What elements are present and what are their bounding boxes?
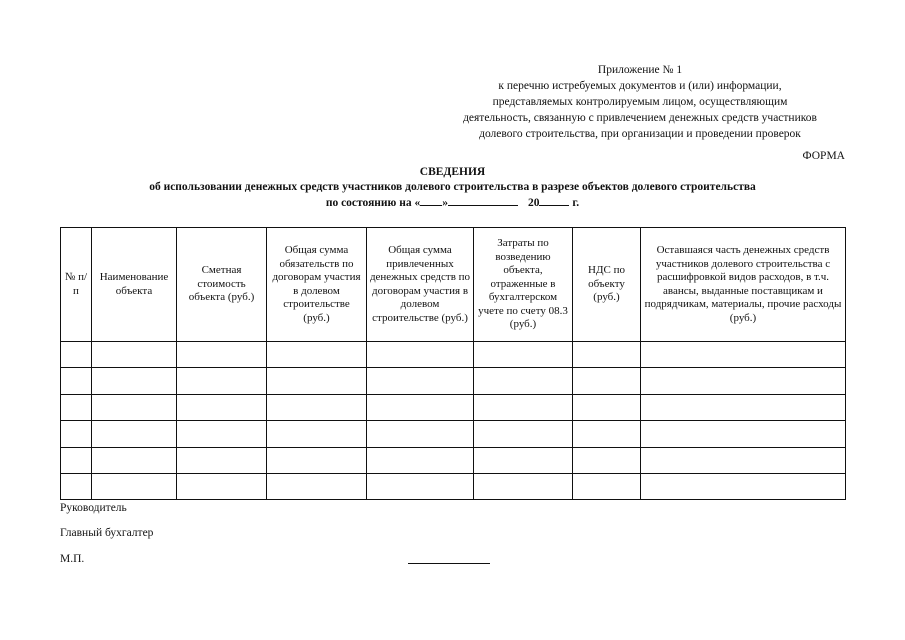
appendix-line: долевого строительства, при организации и проведении проверок [479,128,801,140]
table-cell[interactable] [61,342,92,368]
signature-line[interactable] [408,563,490,564]
table-cell[interactable] [61,368,92,394]
table-cell[interactable] [267,342,367,368]
column-header-object-name: Наименование объекта [92,228,177,342]
table-cell[interactable] [267,368,367,394]
title-heading: СВЕДЕНИЯ [419,166,486,178]
table-cell[interactable] [641,447,846,473]
table-cell[interactable] [177,394,267,420]
chief-accountant-label: Главный бухгалтер [60,527,154,539]
date-day-blank[interactable] [420,194,442,206]
column-header-remaining-funds: Оставшаяся часть денежных средств участников долевого строительства с расшифровкой видов расходов, в т.ч. авансы, выданные поставщикам и подрядчикам, материалы, прочие расходы (руб.) [641,228,846,342]
date-mid: » [442,197,448,209]
table-row [61,447,846,473]
table-cell[interactable] [92,447,177,473]
table-cell[interactable] [92,421,177,447]
table-cell[interactable] [177,342,267,368]
appendix-line: деятельность, связанную с привлечением денежных средств участников [463,112,817,124]
table-cell[interactable] [177,473,267,499]
table-cell[interactable] [367,447,474,473]
table-cell[interactable] [92,368,177,394]
column-header-construction-costs: Затраты по возведению объекта, отраженные в бухгалтерском учете по счету 08.3 (руб.) [474,228,573,342]
column-header-vat: НДС по объекту (руб.) [573,228,641,342]
table-cell[interactable] [367,342,474,368]
table-cell[interactable] [61,394,92,420]
table-cell[interactable] [367,421,474,447]
table-cell[interactable] [573,394,641,420]
table-header-row [61,228,846,342]
report-table [60,227,846,500]
title-subheading: об использовании денежных средств участников долевого строительства в разрезе объектов долевого строительства [149,180,756,193]
document-title [60,165,845,211]
table-cell[interactable] [92,394,177,420]
table-cell[interactable] [61,421,92,447]
date-suffix: г. [572,197,580,209]
appendix-line: представляемых контролируемым лицом, осуществляющим [492,96,788,108]
table-cell[interactable] [367,473,474,499]
table-cell[interactable] [573,473,641,499]
table-row [61,368,846,394]
form-label: ФОРМА [802,150,845,162]
table-cell[interactable] [92,473,177,499]
appendix-line: Приложение № 1 [597,64,683,76]
date-year-prefix: 20 [527,197,540,209]
table-cell[interactable] [573,421,641,447]
date-prefix: по состоянию на « [325,197,421,209]
table-cell[interactable] [367,368,474,394]
table-cell[interactable] [641,421,846,447]
table-cell[interactable] [61,447,92,473]
column-header-total-raised-funds: Общая сумма привлеченных денежных средств по договорам участия в долевом строительстве (руб.) [367,228,474,342]
appendix-reference [430,62,850,142]
table-cell[interactable] [61,473,92,499]
table-cell[interactable] [573,342,641,368]
table-body [61,342,846,500]
stamp-label: М.П. [60,553,85,565]
date-month-blank[interactable] [448,194,518,206]
table-cell[interactable] [267,473,367,499]
table-cell[interactable] [474,421,573,447]
date-year-blank[interactable] [539,194,569,206]
table-cell[interactable] [641,394,846,420]
table-row [61,342,846,368]
director-label: Руководитель [60,502,127,514]
table-cell[interactable] [267,447,367,473]
table-row [61,473,846,499]
table-cell[interactable] [474,447,573,473]
column-header-number: № п/п [61,228,92,342]
appendix-line: к перечню истребуемых документов и (или) информации, [498,80,782,92]
table-cell[interactable] [367,394,474,420]
table-cell[interactable] [92,342,177,368]
table-cell[interactable] [267,394,367,420]
table-cell[interactable] [177,421,267,447]
table-cell[interactable] [474,473,573,499]
table-cell[interactable] [267,421,367,447]
column-header-estimated-cost: Сметная стоимость объекта (руб.) [177,228,267,342]
table-cell[interactable] [474,368,573,394]
table-cell[interactable] [573,368,641,394]
table-cell[interactable] [177,368,267,394]
table-cell[interactable] [177,447,267,473]
table-cell[interactable] [474,342,573,368]
table-cell[interactable] [573,447,641,473]
table-cell[interactable] [474,394,573,420]
table-row [61,394,846,420]
table-cell[interactable] [641,342,846,368]
table-cell[interactable] [641,368,846,394]
column-header-total-obligations: Общая сумма обязательств по договорам участия в долевом строительстве (руб.) [267,228,367,342]
table-cell[interactable] [641,473,846,499]
date-line [60,194,845,211]
table-row [61,421,846,447]
